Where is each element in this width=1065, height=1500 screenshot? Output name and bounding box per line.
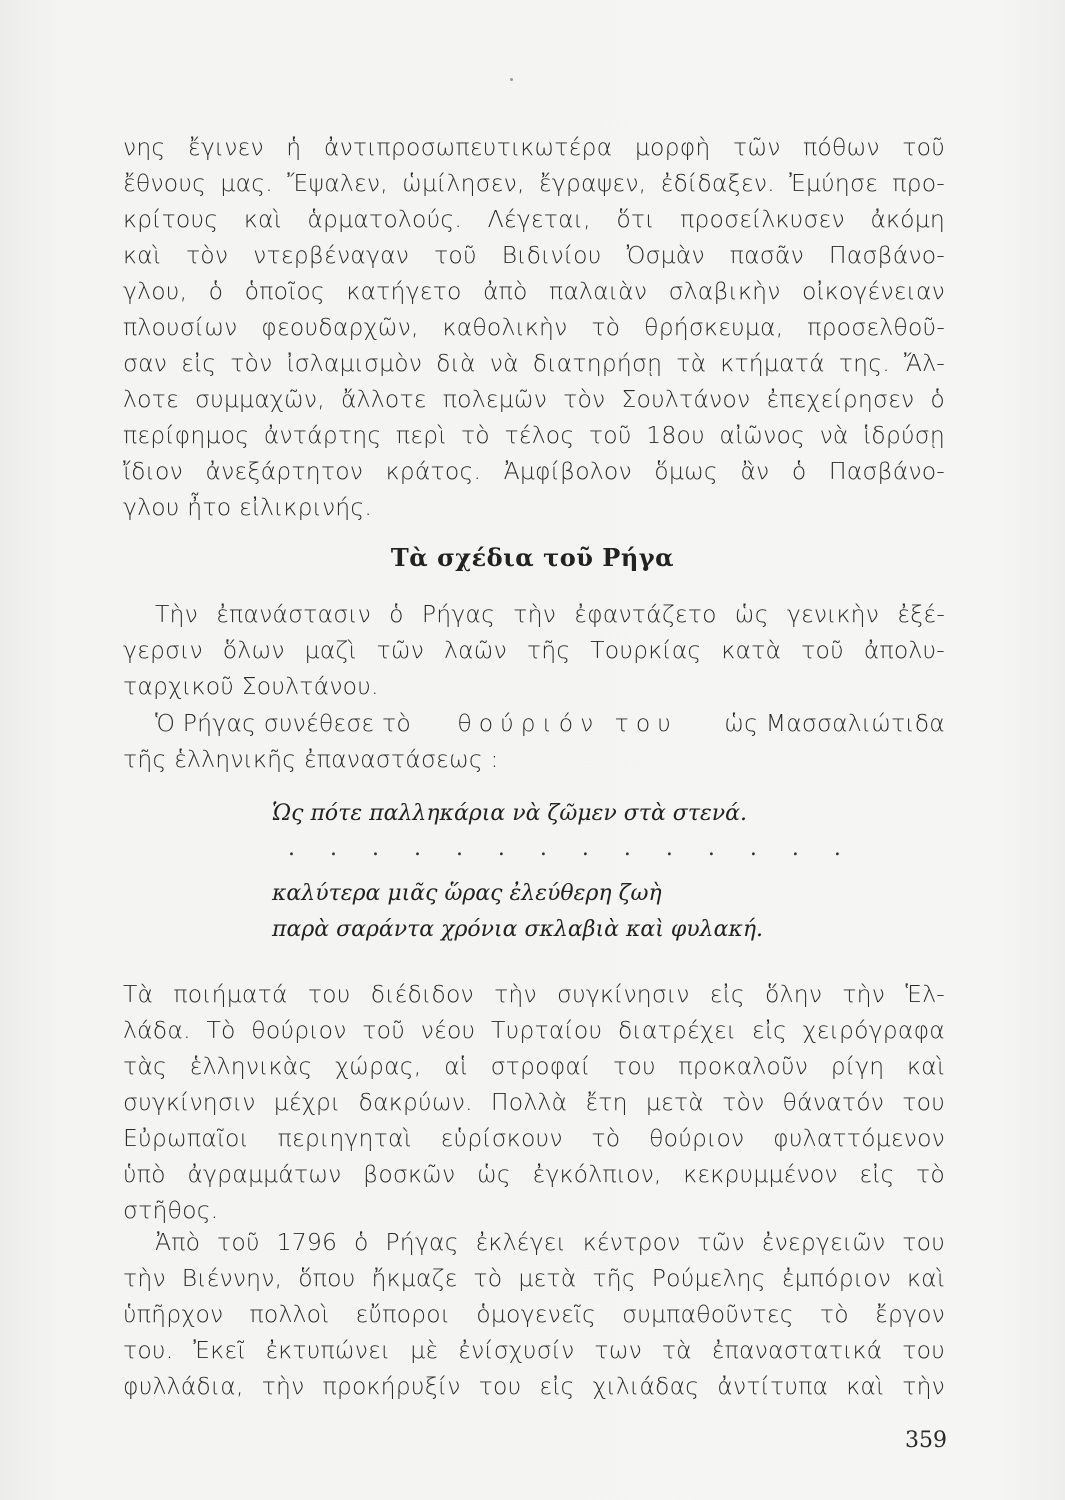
text-line: γερσιν ὅλων μαζὶ τῶν λαῶν τῆς Τουρκίας κατὰ τοῦ ἀπολυ- — [123, 636, 945, 664]
text-line: φυλλάδια, τὴν προκήρυξίν του εἰς χιλιάδας ἀντίτυπα καὶ τὴν — [123, 1372, 945, 1400]
poem-line: καλύτερα μιᾶς ὥρας ἐλεύθερη ζωὴ — [272, 881, 662, 906]
text-line: σαν εἰς τὸν ἰσλαμισμὸν διὰ νὰ διατηρήσῃ τὰ κτήματά της. Ἄλ- — [123, 349, 945, 377]
text-line: τῆς ἑλληνικῆς ἐπαναστάσεως : — [123, 745, 499, 773]
text-line: τὴν Βιέννην, ὅπου ἤκμαζε τὸ μετὰ τῆς Ρούμελης ἐμπόριον καὶ — [123, 1264, 945, 1292]
text-fragment: Ὁ Ρήγας συνέθεσε τὸ — [155, 709, 411, 737]
paragraph-intro — [123, 129, 945, 525]
text-line: ὑπῆρχον πολλοὶ εὔποροι ὁμογενεῖς συμπαθοῦντες τὸ ἔργον — [123, 1300, 945, 1328]
text-line: κρίτους καὶ ἁρματολούς. Λέγεται, ὅτι προσείλκυσεν ἀκόμη — [123, 205, 945, 233]
text-line — [123, 705, 945, 741]
text-line: λοτε συμμαχῶν, ἄλλοτε πολεμῶν τὸν Σουλτάνον ἐπεχείρησεν ὁ — [123, 385, 945, 413]
text-line: λάδα. Τὸ θούριον τοῦ νέου Τυρταίου διατρέχει εἰς χειρόγραφα — [123, 1016, 945, 1044]
paragraph-plans — [123, 596, 945, 704]
poem-line: παρὰ σαράντα χρόνια σκλαβιὰ καὶ φυλακή. — [272, 917, 764, 942]
text-line: Τὰ ποιήματά του διέδιδον τὴν συγκίνησιν εἰς ὅλην τὴν Ἑλ- — [123, 980, 945, 1008]
text-line: Εὐρωπαῖοι περιηγηταὶ εὑρίσκουν τὸ θούριον φυλαττόμενον — [123, 1124, 945, 1152]
text-line: ὑπὸ ἀγραμμάτων βοσκῶν ὡς ἐγκόλπιον, κεκρυμμένον εἰς τὸ — [123, 1160, 945, 1188]
text-line: του. Ἐκεῖ ἐκτυπώνει μὲ ἐνίσχυσίν των τὰ ἐπαναστατικά του — [123, 1336, 945, 1364]
text-fragment: ὡς Μασσαλιώτιδα — [724, 709, 945, 737]
poem-line: Ὡς πότε παλληκάρια νὰ ζῶμεν στὰ στενά. — [272, 801, 748, 826]
text-line: τὰς ἑλληνικὰς χώρας, αἱ στροφαί του προκαλοῦν ρίγη καὶ — [123, 1052, 945, 1080]
text-line: Τὴν ἐπανάστασιν ὁ Ρήγας τὴν ἐφαντάζετο ὡς γενικὴν ἐξέ- — [155, 600, 945, 628]
paragraph-poems — [123, 976, 945, 1228]
paragraph-thourios — [123, 705, 945, 777]
text-line: ταρχικοῦ Σουλτάνου. — [123, 672, 379, 700]
text-line: συγκίνησιν μέχρι δακρύων. Πολλὰ ἔτη μετὰ τὸν θάνατόν του — [123, 1088, 945, 1116]
text-line: ἴδιον ἀνεξάρτητον κράτος. Ἀμφίβολον ὅμως ἂν ὁ Πασβάνο- — [123, 457, 945, 485]
section-heading: Τὰ σχέδια τοῦ Ρήγα — [390, 543, 675, 572]
paper-speck — [510, 78, 513, 81]
text-line: γλου, ὁ ὁποῖος κατήγετο ἀπὸ παλαιὰν σλαβικὴν οἰκογένειαν — [123, 277, 945, 305]
paragraph-vienna — [123, 1224, 945, 1404]
text-line: περίφημος ἀντάρτης περὶ τὸ τέλος τοῦ 18ου αἰῶνος νὰ ἱδρύσῃ — [123, 421, 945, 449]
poem-ellipsis: . . . . . . . . . . . . . . — [288, 836, 855, 861]
text-line: ἔθνους μας. Ἔψαλεν, ὡμίλησεν, ἔγραψεν, ἐδίδαξεν. Ἐμύησε προ- — [123, 169, 945, 197]
text-line: νης ἔγινεν ἡ ἀντιπροσωπευτικωτέρα μορφὴ τῶν πόθων τοῦ — [123, 133, 945, 161]
text-line: στῆθος. — [123, 1196, 219, 1224]
text-line: πλουσίων φεουδαρχῶν, καθολικὴν τὸ θρήσκευμα, προσελθοῦ- — [123, 313, 945, 341]
text-line: Ἀπὸ τοῦ 1796 ὁ Ρήγας ἐκλέγει κέντρον τῶν ἐνεργειῶν του — [155, 1228, 945, 1256]
page-number: 359 — [905, 1428, 947, 1453]
text-line: καὶ τὸν ντερβέναγαν τοῦ Βιδινίου Ὀσμὰν πασᾶν Πασβάνο- — [123, 241, 945, 269]
text-line: γλου ἦτο εἰλικρινής. — [123, 493, 373, 521]
spaced-title-word: θούριόν του — [457, 709, 678, 737]
